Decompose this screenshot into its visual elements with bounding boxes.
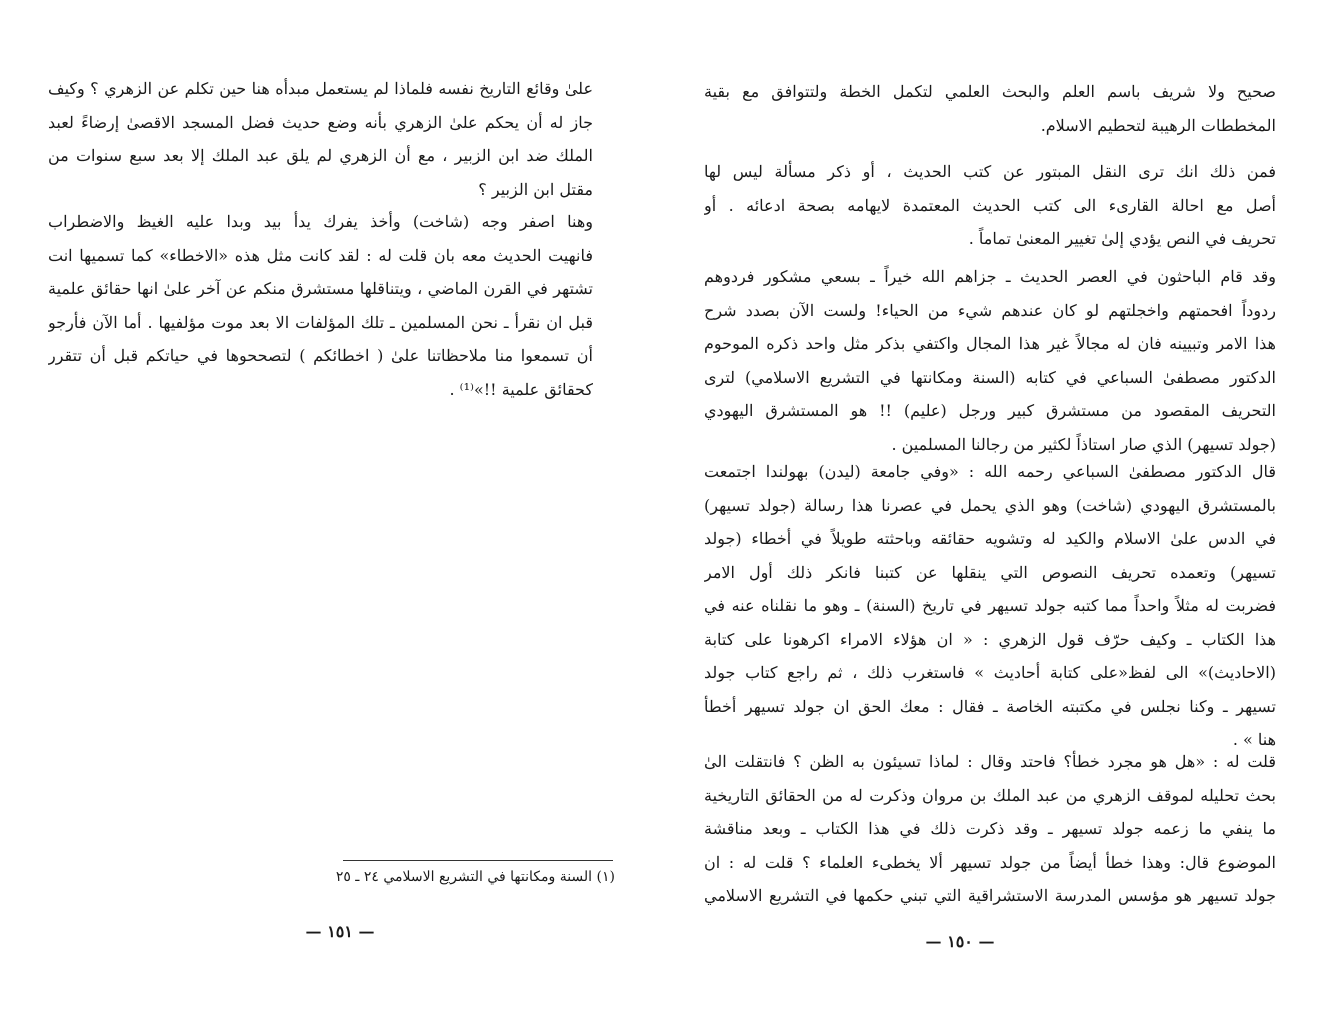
text-line: التحريف المقصود من مستشرق كبير ورجل (عليم) !! هو المستشرق اليهودي [704, 401, 1276, 420]
text-line: تسيهر) وتعمده تحريف النصوص التي ينقلها عن كتبنا فانكر ذلك أول الامر [704, 562, 1276, 582]
page-number: — ١٥٠ — [925, 932, 995, 951]
text-line: الدكتور مصطفىٰ السباعي في كتابه (السنة ومكانتها في التشريع الاسلامي) لترى [704, 367, 1276, 387]
page-number: — ١٥١ — [305, 922, 375, 941]
text-line: بحث تحليله لموقف الزهري من عبد الملك بن مروان وذكرت له من الحقائق التاريخية [704, 785, 1276, 805]
text-line: فضربت له مثلاً واحداً مما كتبه جولد تسيهر في تاريخ (السنة) ـ وهو ما نقلناه عنه في [704, 596, 1276, 615]
text-line: تشتهر في القرن الماضي ، ويتناقلها مستشرق منكم عن آخر علىٰ انها حقائق علمية [48, 279, 593, 298]
right-paragraph-4 [704, 455, 1276, 757]
text-line: جولد تسيهر هو مؤسس المدرسة الاستشراقية التي تبني حكمها في التشريع الاسلامي [704, 886, 1276, 905]
text-line: علىٰ وقائع التاريخ نفسه فلماذا لم يستعمل مبدأه هنا حين تكلم عن الزهري ؟ وكيف [48, 79, 593, 98]
text-line: قبل ان نقرأ ـ نحن المسلمين ـ تلك المؤلفات الا بعد موت مؤلفيها . أما الآن فأرجو [48, 312, 593, 332]
right-paragraph-5 [704, 745, 1276, 913]
text-line: الموضوع قال: وهذا خطأ أيضاً من جولد تسيهر ألا يخطىء العلماء ؟ قلت له : ان [704, 852, 1276, 872]
right-paragraph-3 [704, 260, 1276, 461]
text-line: صحيح ولا شريف باسم العلم والبحث العلمي لتكمل الخطة ولتتوافق مع بقية [704, 82, 1276, 101]
text-line: (جولد تسيهر) الذي صار استاذاً لكثير من رجالنا المسلمين . [891, 434, 1276, 454]
text-line: وهنا اصفر وجه (شاخت) وأخذ يفرك يدأ بيد وبدا عليه الغيظ والاضطراب [48, 212, 593, 231]
left-paragraph-1 [48, 72, 593, 206]
text-line: قلت له : «هل هو مجرد خطأ؟ فاحتد وقال : لماذا تسيئون به الظن ؟ فانتقلت الىٰ [704, 752, 1276, 771]
text-line: فمن ذلك انك ترى النقل المبتور عن كتب الحديث ، أو ذكر مسألة ليس لها [704, 162, 1276, 181]
left-paragraph-2 [48, 205, 593, 406]
text-line: أن تسمعوا منا ملاحظاتنا علىٰ ( اخطائكم ) لتصححوها في حياتكم قبل أن تتقرر [48, 346, 593, 365]
text-line: الملك ضد ابن الزبير ، مع أن الزهري لم يلق عبد الملك إلا بعد سبع سنوات من [48, 146, 593, 165]
text-line: أصل مع احالة القارىء الى كتب الحديث المعتمدة لايهامه بصحة ادعائه . أو [704, 195, 1276, 215]
text-line: فانهيت الحديث معه بان قلت له : لقد كانت مثل هذه «الاخطاء» كما تسميها انت [48, 245, 593, 265]
footnote-divider [343, 860, 613, 861]
right-paragraph-2 [704, 155, 1276, 256]
text-line: جاز له أن يحكم علىٰ الزهري بأنه وضع حديث فضل المسجد الاقصىٰ إرضاءً لعبد [48, 112, 593, 132]
text-line: ما ينفي ما زعمه جولد تسيهر ـ وقد ذكرت ذلك في هذا الكتاب ـ وبعد مناقشة [704, 819, 1276, 838]
footnote: (١) السنة ومكانتها في التشريع الاسلامي ٢٤ ـ ٢٥ [335, 869, 615, 885]
right-paragraph-1 [704, 75, 1276, 142]
text-line: قال الدكتور مصطفىٰ السباعي رحمه الله : «وفي جامعة (ليدن) بهولندا اجتمعت [704, 462, 1276, 481]
text-line: ردوداً افحمتهم واخجلتهم لو كان عندهم شيء من الحياء! ولست الآن بصدد شرح [704, 300, 1276, 320]
text-line: المخططات الرهيبة لتحطيم الاسلام. [1040, 115, 1276, 135]
text-line: مقتل ابن الزبير ؟ [478, 179, 593, 199]
text-line: كحقائق علمية !!»⁽¹⁾ . [449, 379, 593, 399]
text-line: بالمستشرق اليهودي (شاخت) وهو الذي يحمل في عصرنا هذا رسالة (جولد تسيهر) [704, 495, 1276, 515]
text-line: وقد قام الباحثون في العصر الحديث ـ جزاهم الله خيراً ـ بسعي مشكور فردوهم [704, 267, 1276, 286]
text-line: تحريف في النص يؤدي إلىٰ تغيير المعنىٰ تماماً . [968, 229, 1276, 248]
text-line: (الاحاديث)» الى لفظ«على كتابة أحاديث » فاستغرب ذلك ، ثم راجع كتاب جولد [704, 663, 1276, 682]
text-line: تسيهر ـ وكنا نجلس في مكتبته الخاصة ـ فقال : معك الحق ان جولد تسيهر أخطأ [704, 696, 1276, 716]
text-line: هذا الكتاب ـ وكيف حرّف قول الزهري : « ان هؤلاء الامراء اكرهونا على كتابة [704, 629, 1276, 649]
text-line: هنا » . [1232, 730, 1276, 749]
right-page [660, 0, 1320, 1020]
text-line: هذا الامر وتبيينه فان له مجالاً غير هذا المجال واكتفي بذكر مثل واحد ذكره الموحوم [704, 334, 1276, 353]
text-line: في الدس علىٰ الاسلام والكيد له وتشويه حقائقه وباحثته طويلاً في أخطاء (جولد [704, 529, 1276, 548]
